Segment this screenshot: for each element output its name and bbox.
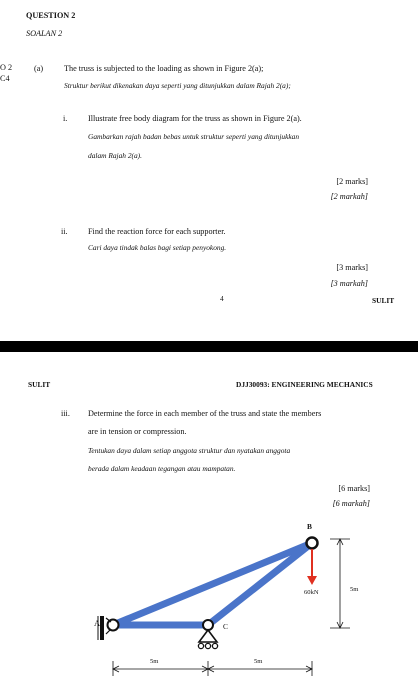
- margin-code-c4: C4: [0, 74, 10, 83]
- span-ac-label: 5m: [150, 658, 159, 665]
- pin-support-a-icon: [98, 616, 119, 640]
- marks-ms: [6 markah]: [332, 499, 370, 508]
- marks-ms: [2 markah]: [330, 192, 368, 201]
- span-dimension: [113, 661, 312, 676]
- marks-en: [2 marks]: [336, 177, 368, 186]
- member-cb: [208, 543, 312, 625]
- part-text-ms: Struktur berikut dikenakan daya seperti yang ditunjukkan dalam Rajah 2(a);: [64, 81, 291, 90]
- page-number: 4: [220, 294, 224, 303]
- part-text-en: The truss is subjected to the loading as shown in Figure 2(a);: [64, 64, 264, 73]
- item-number: ii.: [61, 227, 68, 236]
- item-text-en: Illustrate free body diagram for the truss as shown in Figure 2(a).: [88, 114, 302, 123]
- member-ab: [113, 543, 312, 625]
- span-cb-label: 5m: [254, 658, 263, 665]
- soalan-heading: SOALAN 2: [26, 29, 63, 38]
- label-b: B: [307, 522, 312, 531]
- marks-en: [6 marks]: [338, 484, 370, 493]
- question-heading: QUESTION 2: [26, 11, 76, 20]
- height-label: 5m: [350, 586, 359, 593]
- margin-code-clo: O 2: [0, 63, 13, 72]
- item-text-ms: Gambarkan rajah badan bebas untuk struktur seperti yang ditunjukkan: [88, 132, 300, 141]
- label-a: A: [94, 618, 101, 628]
- header-sulit: SULIT: [28, 380, 51, 389]
- item-number: iii.: [61, 409, 70, 418]
- joint-b: [307, 538, 318, 549]
- height-dimension: [330, 539, 350, 628]
- item-text-en: Determine the force in each member of the truss and state the members: [88, 409, 322, 418]
- item-text-en: are in tension or compression.: [88, 427, 187, 436]
- page-divider: [0, 341, 418, 352]
- label-c: C: [223, 622, 228, 631]
- footer-sulit: SULIT: [372, 296, 395, 305]
- header-course: DJJ30093: ENGINEERING MECHANICS: [236, 380, 373, 389]
- marks-ms: [3 markah]: [330, 279, 368, 288]
- part-label: (a): [34, 64, 44, 73]
- item-text-ms: Cari daya tindak balas bagi setiap penyokong.: [88, 243, 227, 252]
- item-text-ms: Tentukan daya dalam setiap anggota struktur dan nyatakan anggota: [88, 446, 291, 455]
- item-number: i.: [63, 114, 68, 123]
- load-arrow-icon: [307, 549, 317, 585]
- page-two: [0, 352, 418, 700]
- item-text-ms: berada dalam keadaan tegangan atau mampatan.: [88, 464, 236, 473]
- load-label: 60kN: [304, 589, 319, 596]
- item-text-ms: dalam Rajah 2(a).: [88, 151, 142, 160]
- marks-en: [3 marks]: [336, 263, 368, 272]
- item-text-en: Find the reaction force for each supporter.: [88, 227, 226, 236]
- truss-figure: [0, 352, 418, 700]
